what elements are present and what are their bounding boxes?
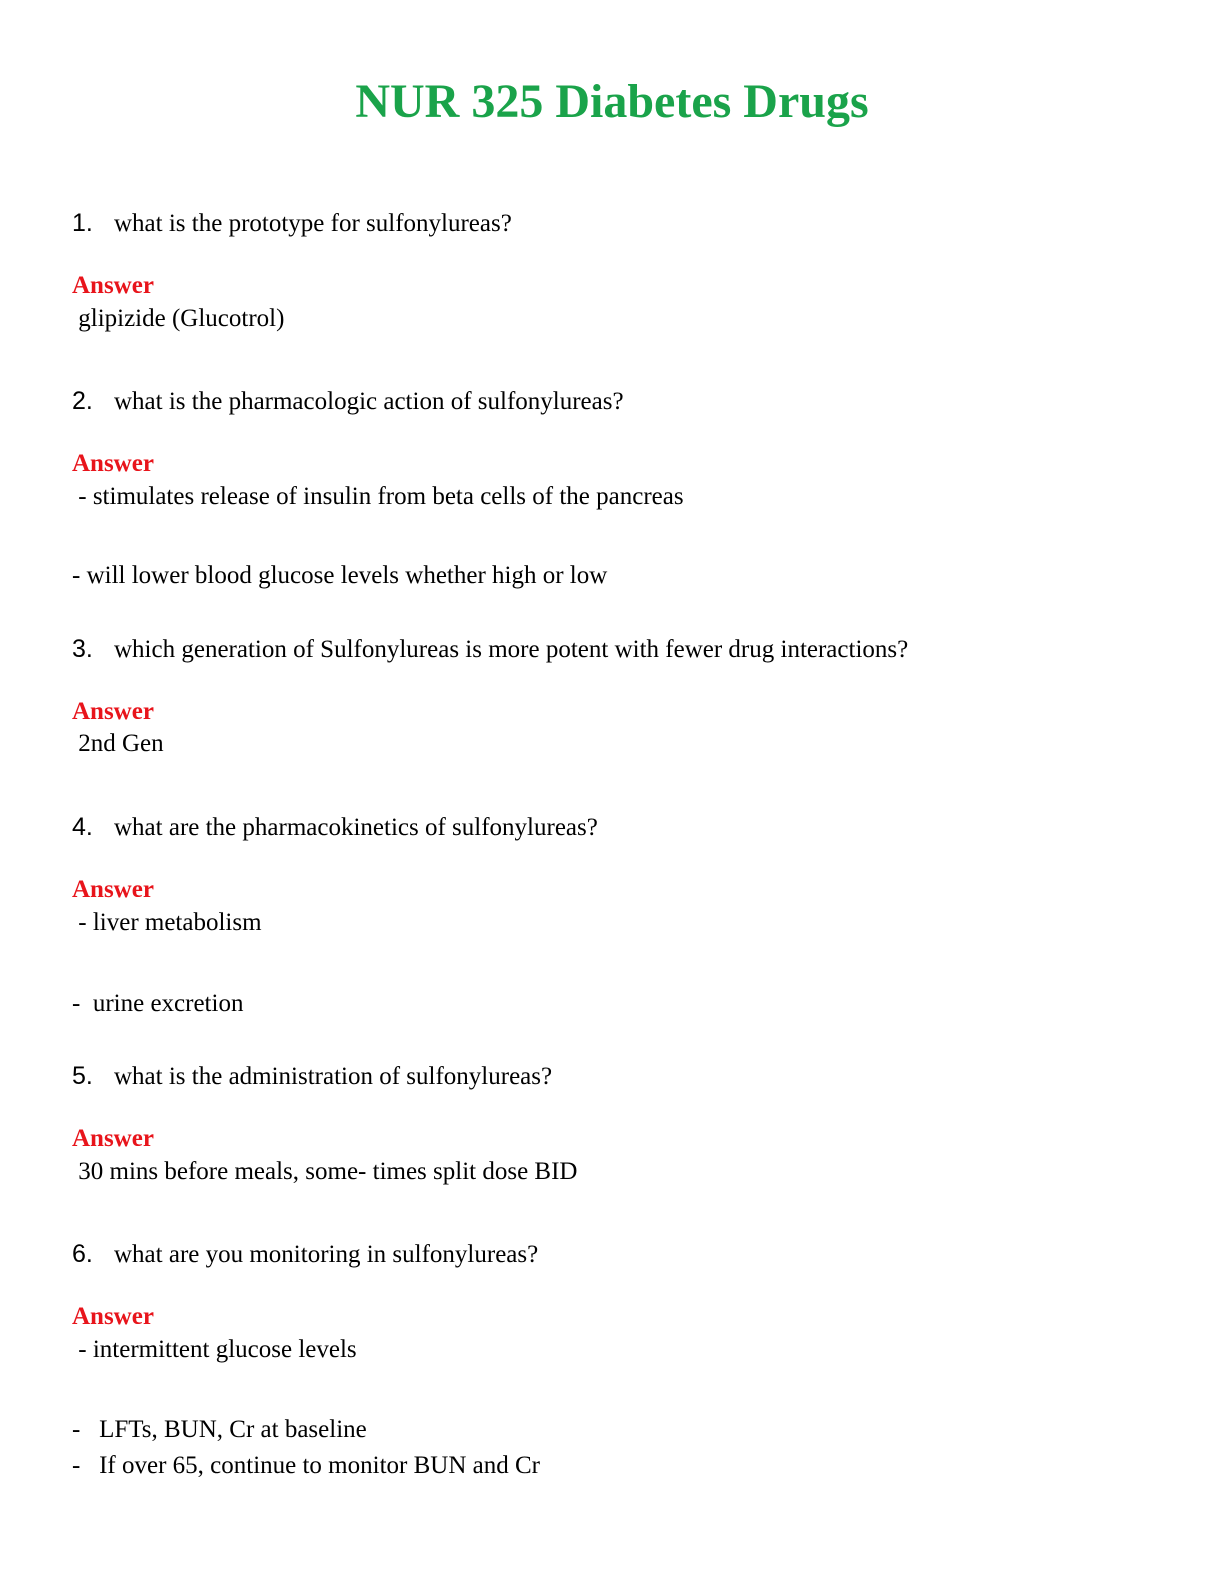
answer-line: - liver metabolism [72,909,262,936]
page-title: NUR 325 Diabetes Drugs [355,75,869,128]
question-2 [72,386,624,417]
question-5 [72,1061,552,1092]
answer-label: Answer [72,1303,154,1330]
answer-label: Answer [72,1125,154,1152]
answer-line: - urine excretion [72,990,244,1017]
question-3 [72,634,908,665]
question-number: 4. [72,813,93,841]
question-1 [72,208,512,239]
question-text: which generation of Sulfonylureas is more potent with fewer drug interactions? [114,636,909,663]
answer-line: glipizide (Glucotrol) [72,305,285,332]
question-number: 6. [72,1240,93,1268]
question-number: 5. [72,1062,93,1090]
answer-line: - will lower blood glucose levels whether high or low [72,562,608,589]
answer-line: - stimulates release of insulin from beta cells of the pancreas [72,483,684,510]
question-text: what is the administration of sulfonylureas? [114,1063,553,1090]
question-6 [72,1239,538,1270]
question-text: what are you monitoring in sulfonylureas? [114,1241,539,1268]
answer-line: 30 mins before meals, some- times split dose BID [72,1158,578,1185]
answer-label: Answer [72,876,154,903]
answer-line: - If over 65, continue to monitor BUN and Cr [72,1452,540,1479]
answer-label: Answer [72,698,154,725]
answer-label: Answer [72,272,154,299]
answer-line: 2nd Gen [72,730,164,757]
question-number: 3. [72,635,93,663]
answer-line: - LFTs, BUN, Cr at baseline [72,1416,367,1443]
answer-label: Answer [72,450,154,477]
question-number: 2. [72,387,93,415]
question-text: what is the prototype for sulfonylureas? [114,210,512,237]
question-text: what are the pharmacokinetics of sulfonylureas? [114,814,598,841]
answer-line: - intermittent glucose levels [72,1336,357,1363]
question-text: what is the pharmacologic action of sulfonylureas? [114,388,624,415]
question-4 [72,812,598,843]
question-number: 1. [72,209,93,237]
